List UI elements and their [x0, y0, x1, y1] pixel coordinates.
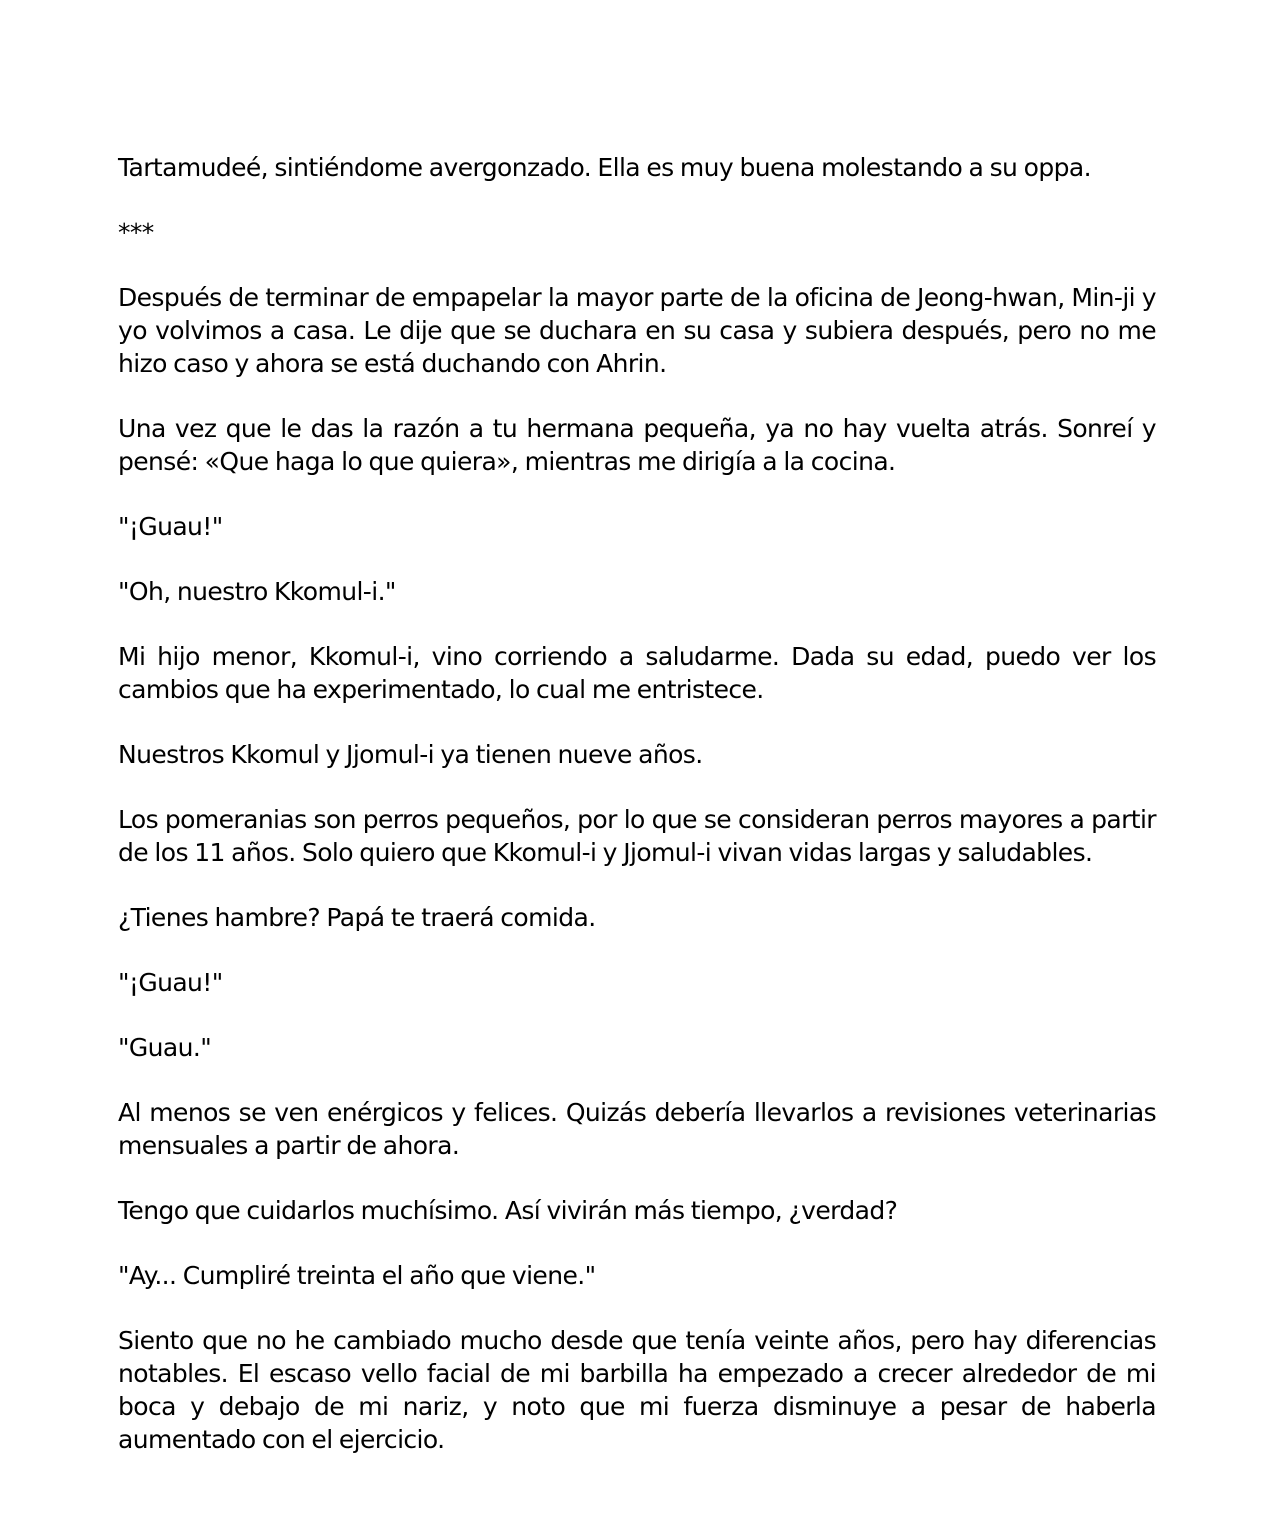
paragraph: Al menos se ven enérgicos y felices. Quizás debería llevarlos a revisiones veterinarias mensuales a partir de ahora. [118, 1098, 1156, 1160]
paragraph: Los pomeranias son perros pequeños, por lo que se consideran perros mayores a partir de los 11 años. Solo quiero que Kkomul-i y Jjomul-i vivan vidas largas y saludables. [118, 805, 1156, 867]
scene-break: *** [118, 218, 154, 247]
dialogue-line: "Guau." [118, 1033, 212, 1062]
document-page [118, 151, 1156, 1488]
dialogue-line: "Oh, nuestro Kkomul-i." [118, 577, 396, 606]
dialogue-line: "Ay... Cumpliré treinta el año que viene." [118, 1261, 596, 1290]
dialogue-line: "¡Guau!" [118, 968, 223, 997]
paragraph: Una vez que le das la razón a tu hermana pequeña, ya no hay vuelta atrás. Sonreí y pensé: «Que haga lo que quiera», mientras me dirigía a la cocina. [118, 414, 1156, 476]
dialogue-line: "¡Guau!" [118, 512, 223, 541]
paragraph: ¿Tienes hambre? Papá te traerá comida. [118, 903, 596, 932]
paragraph: Mi hijo menor, Kkomul-i, vino corriendo a saludarme. Dada su edad, puedo ver los cambios que ha experimentado, lo cual me entristece. [118, 642, 1156, 704]
paragraph: Nuestros Kkomul y Jjomul-i ya tienen nueve años. [118, 740, 703, 769]
paragraph: Siento que no he cambiado mucho desde que tenía veinte años, pero hay diferencias notables. El escaso vello facial de mi barbilla ha empezado a crecer alrededor de mi boca y debajo de mi nariz, y noto que mi fuerza disminuye a pesar de haberla aumentado con el ejercicio. [118, 1326, 1156, 1454]
paragraph: Después de terminar de empapelar la mayor parte de la oficina de Jeong-hwan, Min-ji y yo volvimos a casa. Le dije que se duchara en su casa y subiera después, pero no me hizo caso y ahora se está duchando con Ahrin. [118, 283, 1156, 378]
paragraph: Tengo que cuidarlos muchísimo. Así vivirán más tiempo, ¿verdad? [118, 1196, 898, 1225]
paragraph: Tartamudeé, sintiéndome avergonzado. Ella es muy buena molestando a su oppa. [118, 153, 1091, 182]
